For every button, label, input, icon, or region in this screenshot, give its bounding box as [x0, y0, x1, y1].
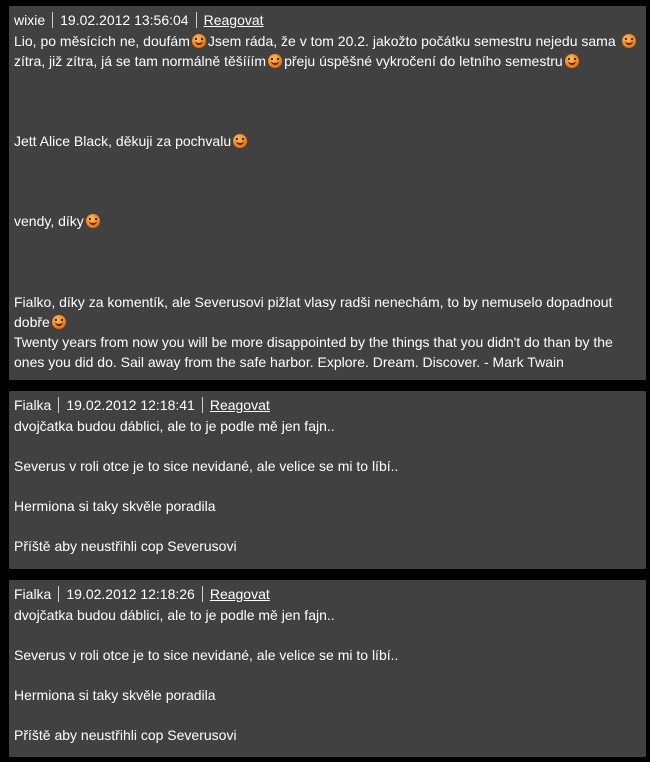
comment-text: Fialko, díky za komentík, ale Severusovi pižlat vlasy radši nenechám, to by nemuselo dopadnout dobře: [14, 294, 613, 330]
header-divider: [58, 586, 59, 602]
smiley-icon: [622, 34, 636, 48]
comment-text: přeju úspěšné vykročení do letního semestru: [284, 53, 563, 69]
comment-author: Fialka: [14, 586, 52, 602]
comment: [9, 580, 646, 757]
header-divider: [202, 586, 203, 602]
comment-author: Fialka: [14, 397, 52, 413]
smiley-icon: [52, 315, 66, 329]
comment-body: [14, 31, 641, 372]
comment: [9, 6, 646, 380]
comment-header: [14, 394, 641, 416]
reply-link[interactable]: Reagovat: [209, 397, 270, 413]
comment-paragraph: [14, 131, 641, 151]
smiley-icon: [192, 34, 206, 48]
comment-line: Příště aby neustřihli cop Severusovi: [14, 727, 237, 743]
comment-text: Jsem ráda, že v tom 20.2. jakožto počátku semestru nejedu sama: [207, 33, 616, 49]
smiley-icon: [233, 134, 247, 148]
comment-line: Severus v roli otce je to sice nevidané, ale velice se mi to líbí..: [14, 458, 399, 474]
comment-paragraph: [14, 292, 641, 332]
header-divider: [58, 397, 59, 413]
comment-line: Severus v roli otce je to sice nevidané, ale velice se mi to líbí..: [14, 647, 399, 663]
smiley-icon: [86, 214, 100, 228]
comment-header: [14, 9, 641, 31]
comment-text: Lio, po měsících ne, doufám: [14, 33, 190, 49]
comment-line: dvojčatka budou dáblici, ale to je podle mě jen fajn..: [14, 418, 335, 434]
smiley-icon: [268, 54, 282, 68]
comment-paragraph: [14, 211, 641, 231]
comment-paragraph: [14, 31, 641, 71]
comment-line: dvojčatka budou dáblici, ale to je podle mě jen fajn..: [14, 607, 335, 623]
comment: [9, 391, 646, 569]
comment-text: zítra, již zítra, já se tam normálně těšííím: [14, 53, 267, 69]
signature-text: Twenty years from now you will be more disappointed by the things that you didn't do than by the ones you did do. Sail away from the safe harbor. Explore. Dream. Discover. - Mark Twain: [14, 334, 613, 370]
comment-header: [14, 583, 641, 605]
comment-line: Příště aby neustřihli cop Severusovi: [14, 538, 237, 554]
reply-link[interactable]: Reagovat: [209, 586, 270, 602]
comment-text: vendy, díky: [14, 213, 84, 229]
comment-datetime: 19.02.2012 12:18:26: [66, 586, 195, 602]
header-divider: [202, 397, 203, 413]
header-divider: [52, 12, 53, 28]
comment-text: Jett Alice Black, děkuji za pochvalu: [14, 133, 232, 149]
comment-body: [14, 416, 641, 556]
comment-datetime: 19.02.2012 13:56:04: [60, 12, 189, 28]
header-divider: [196, 12, 197, 28]
comment-datetime: 19.02.2012 12:18:41: [66, 397, 195, 413]
comment-body: [14, 605, 641, 745]
smiley-icon: [565, 54, 579, 68]
signature: [14, 332, 641, 372]
comment-line: Hermiona si taky skvěle poradila: [14, 687, 216, 703]
comment-author: wixie: [14, 12, 46, 28]
comment-line: Hermiona si taky skvěle poradila: [14, 498, 216, 514]
reply-link[interactable]: Reagovat: [203, 12, 264, 28]
